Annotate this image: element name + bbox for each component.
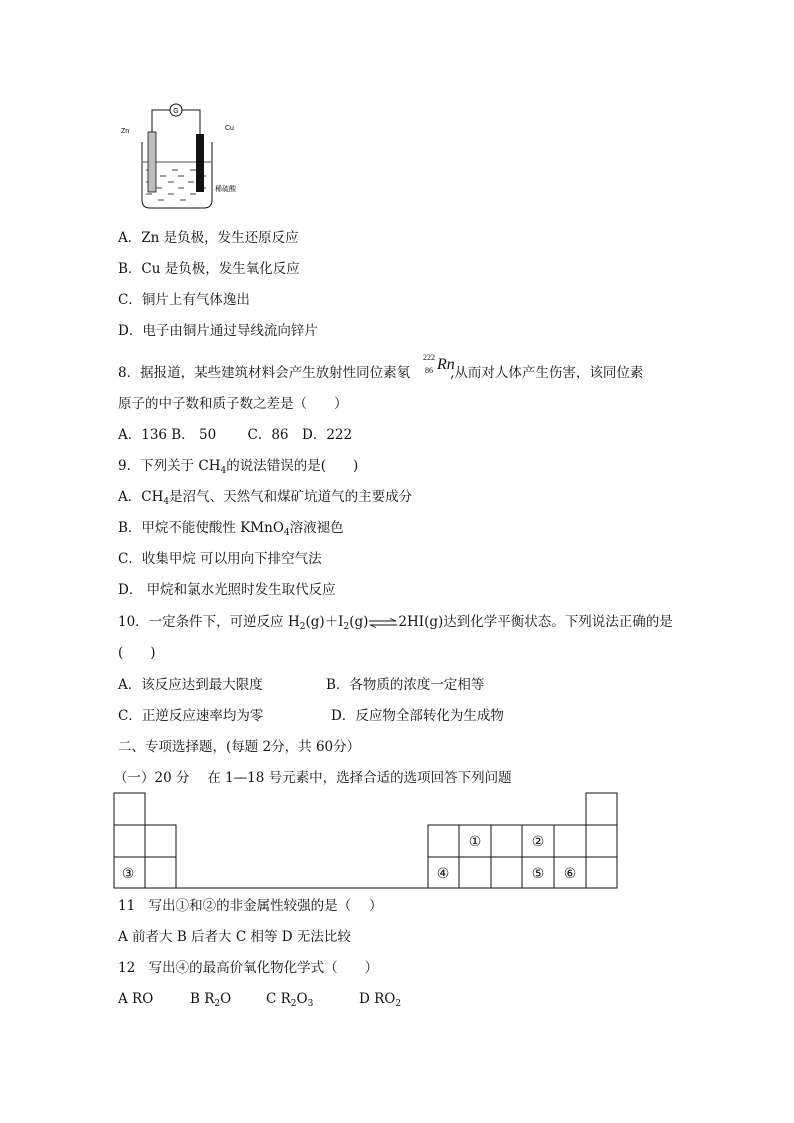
solution-label: 稀硫酸 bbox=[215, 185, 236, 193]
q9-option-c: C．收集甲烷 可以用向下排空气法 bbox=[118, 551, 322, 567]
q8-mass-number: 222 bbox=[423, 353, 435, 362]
q12-option-d: D $RO_2$ bbox=[359, 991, 402, 1009]
q8-stem-line2: 原子的中子数和质子数之差是（ ） bbox=[118, 396, 348, 412]
element-mark-3: ③ bbox=[121, 866, 135, 882]
q9-option-b: B．甲烷不能使酸性 KMnO$_4$溶液褪色 bbox=[118, 520, 344, 538]
svg-text:G: G bbox=[173, 108, 179, 115]
q10-option-c: C．正逆反应速率均为零 bbox=[118, 708, 264, 724]
cu-label: Cu bbox=[225, 125, 234, 132]
q12-stem: 12 写出④的最高价氧化物化学式（ ） bbox=[118, 960, 379, 976]
q7-option-c: C．铜片上有气体逸出 bbox=[118, 292, 250, 308]
q10-stem: 10．一定条件下，可逆反应 $H_2(g)+I_2(g)$ 2HI(g)达到化学平衡状态。下列说法正确的是 bbox=[118, 614, 673, 632]
q9-stem: 9．下列关于 $CH_4$的说法错误的是( ) bbox=[118, 458, 359, 476]
section-heading: 二、专项选择题，(每题 2分，共 60分） bbox=[118, 739, 361, 755]
q10-option-d: D．反应物全部转化为生成物 bbox=[331, 708, 504, 724]
q8-stem-after: ,从而对人体产生伤害，该同位素 bbox=[450, 365, 644, 381]
q10-option-b: B．各物质的浓度一定相等 bbox=[326, 677, 485, 693]
element-mark-4: ④ bbox=[436, 866, 450, 882]
q12-option-c: C $R_2O_3$ bbox=[266, 991, 314, 1009]
element-mark-5: ⑤ bbox=[531, 866, 545, 882]
q8-options: A．136 B． 50 C．86 D．222 bbox=[118, 427, 353, 443]
q8-stem-before: 8．据报道，某些建筑材料会产生放射性同位素氡 bbox=[118, 365, 411, 381]
q9-option-a: A．$CH_4$是沼气、天然气和煤矿坑道气的主要成分 bbox=[118, 489, 413, 507]
zn-label: Zn bbox=[121, 128, 130, 135]
q7-option-d: D．电子由铜片通过导线流向锌片 bbox=[118, 323, 318, 339]
q10-stem-line2: ( ) bbox=[118, 645, 156, 661]
element-mark-6: ⑥ bbox=[563, 866, 577, 882]
q12-option-b: B $R_2O$ bbox=[190, 991, 232, 1009]
q8-element-symbol: Rn bbox=[437, 356, 455, 373]
q11-stem: 11 写出①和②的非金属性较强的是（ ） bbox=[118, 898, 383, 914]
q10-option-a: A．该反应达到最大限度 bbox=[118, 677, 263, 693]
q9-option-d: D． 甲烷和氯水光照时发生取代反应 bbox=[118, 582, 336, 598]
q7-option-a: A．Zn 是负极，发生还原反应 bbox=[118, 230, 299, 246]
element-mark-2: ② bbox=[531, 834, 545, 850]
q7-option-b: B．Cu 是负极，发生氧化反应 bbox=[118, 261, 300, 277]
q8-atomic-number: 86 bbox=[425, 366, 433, 375]
element-mark-1: ① bbox=[468, 834, 482, 850]
q12-option-a: A RO bbox=[118, 991, 154, 1007]
q11-options: A 前者大 B 后者大 C 相等 D 无法比较 bbox=[118, 929, 351, 945]
section-subheading: （一）20 分 在 1—18 号元素中，选择合适的选项回答下列问题 bbox=[114, 770, 512, 786]
